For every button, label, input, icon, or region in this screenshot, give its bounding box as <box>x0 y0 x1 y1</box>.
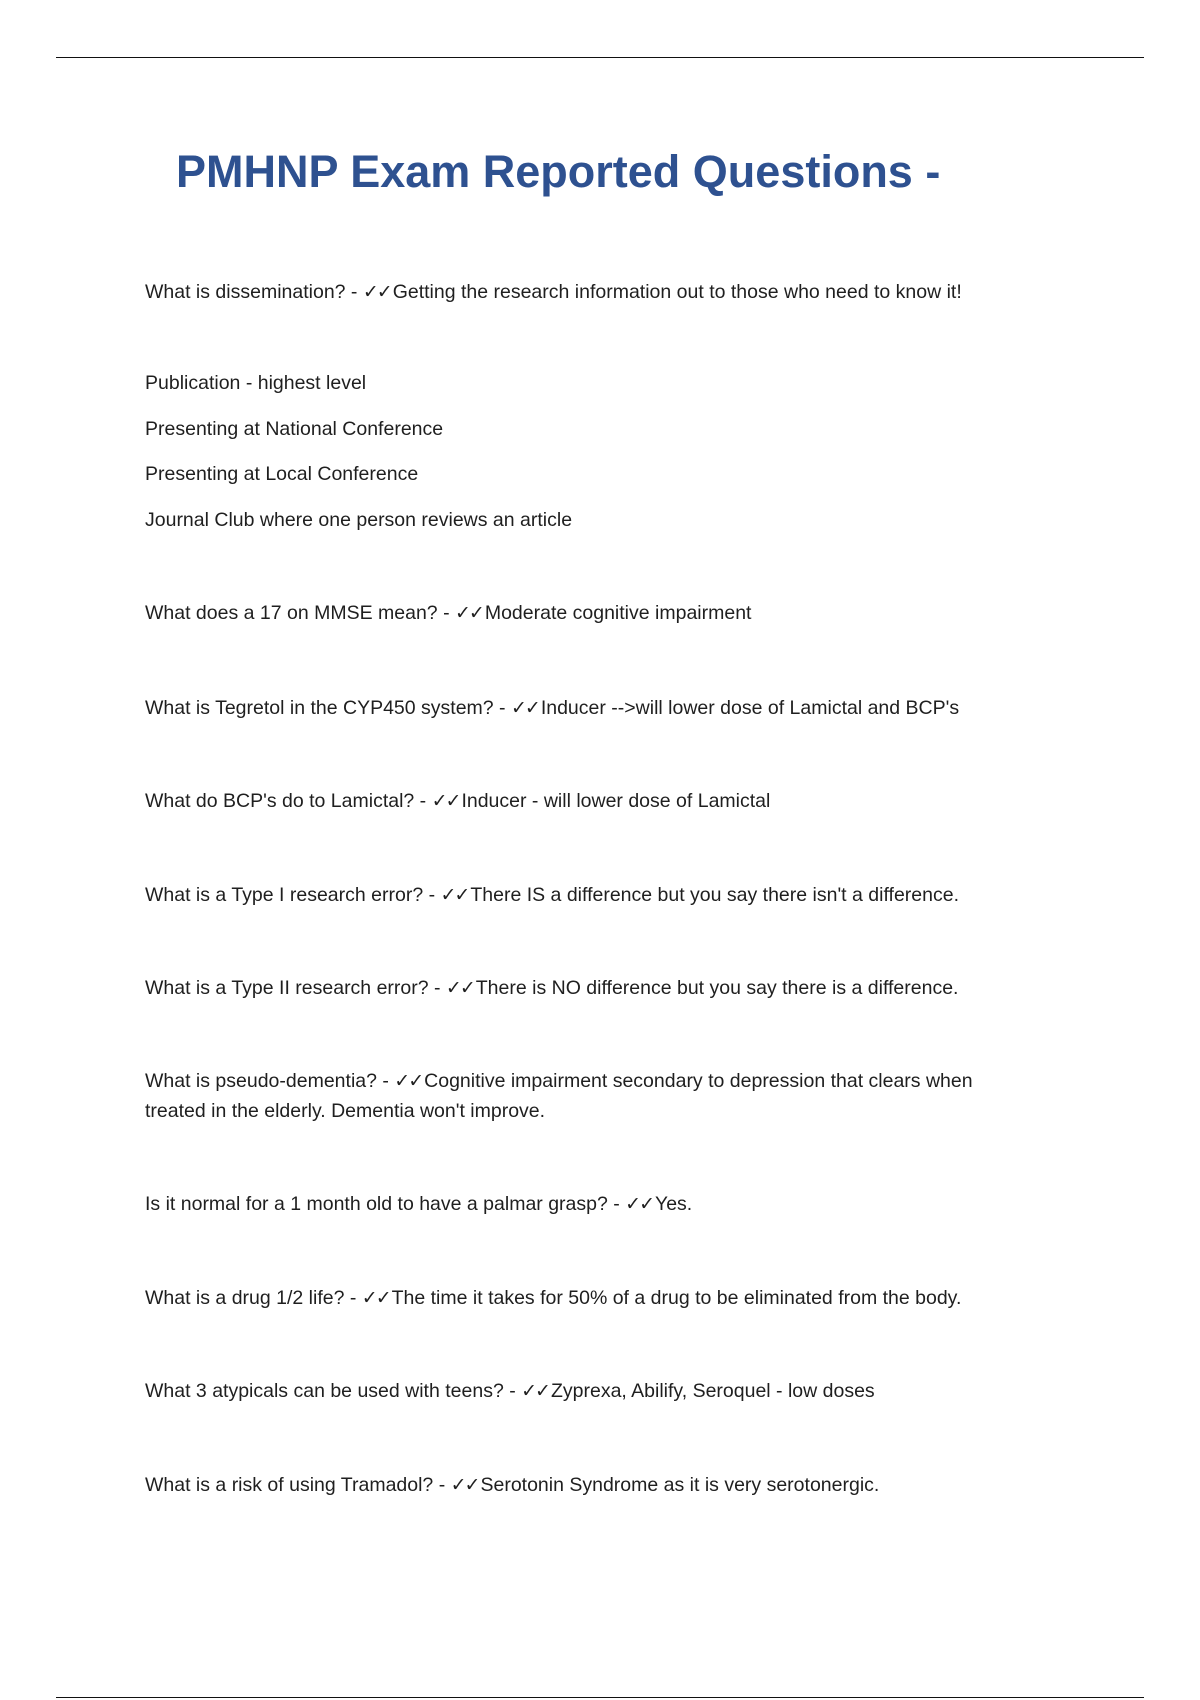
double-check-icon: ✓✓ <box>450 1474 479 1496</box>
question-text: What is a risk of using Tramadol? - <box>145 1474 446 1496</box>
question-text: What is a Type I research error? - <box>145 884 436 906</box>
answer-text: Serotonin Syndrome as it is very serotonergic. <box>480 1474 880 1496</box>
question-text: What is a drug 1/2 life? - <box>145 1287 357 1309</box>
double-check-icon: ✓✓ <box>521 1380 549 1402</box>
double-check-icon: ✓✓ <box>455 602 483 624</box>
answer-text: Inducer - will lower dose of Lamictal <box>461 790 771 812</box>
answer-text: Cognitive impairment secondary to depression that clears when treated in the elderly. Dementia won't improve. <box>145 1070 973 1122</box>
footer-rule <box>56 1697 1144 1698</box>
qa-entry <box>145 693 1045 723</box>
double-check-icon: ✓✓ <box>362 281 391 303</box>
qa-entry <box>145 1189 1045 1219</box>
answer-text: There is NO difference but you say there is a difference. <box>475 977 959 999</box>
answer-text: Moderate cognitive impairment <box>484 602 752 624</box>
double-check-icon: ✓✓ <box>361 1287 390 1309</box>
question-text: What is Tegretol in the CYP450 system? - <box>145 697 506 719</box>
qa-entry <box>145 786 1045 816</box>
qa-entry <box>145 1376 1045 1406</box>
qa-entry <box>145 1283 1045 1313</box>
answer-text: The time it takes for 50% of a drug to be eliminated from the body. <box>391 1287 962 1309</box>
answer-text: Zyprexa, Abilify, Seroquel - low doses <box>550 1380 875 1402</box>
double-check-icon: ✓✓ <box>394 1070 423 1092</box>
answer-text: There IS a difference but you say there isn't a difference. <box>470 884 959 906</box>
qa-entry <box>145 1066 1025 1126</box>
double-check-icon: ✓✓ <box>625 1193 653 1215</box>
list-item: Journal Club where one person reviews an article <box>145 509 573 531</box>
answer-text: Getting the research information out to those who need to know it! <box>392 281 962 303</box>
list-item: Publication - highest level <box>145 372 367 394</box>
qa-entry <box>145 973 1045 1003</box>
question-text: What is a Type II research error? - <box>145 977 441 999</box>
question-text: What is pseudo-dementia? - <box>145 1070 389 1092</box>
double-check-icon: ✓✓ <box>431 790 460 812</box>
double-check-icon: ✓✓ <box>510 697 539 719</box>
qa-entry <box>145 880 1045 910</box>
document-title: PMHNP Exam Reported Questions - <box>176 146 941 197</box>
qa-entry <box>145 598 1045 628</box>
question-text: What is dissemination? - <box>145 281 358 303</box>
double-check-icon: ✓✓ <box>445 977 474 999</box>
qa-entry <box>145 277 1045 307</box>
question-text: Is it normal for a 1 month old to have a palmar grasp? - <box>145 1193 620 1215</box>
answer-text: Yes. <box>655 1193 693 1215</box>
double-check-icon: ✓✓ <box>440 884 469 906</box>
question-text: What 3 atypicals can be used with teens? - <box>145 1380 516 1402</box>
qa-entry <box>145 1470 1045 1500</box>
list-item: Presenting at National Conference <box>145 418 444 440</box>
question-text: What does a 17 on MMSE mean? - <box>145 602 450 624</box>
answer-text: Inducer -->will lower dose of Lamictal and BCP's <box>540 697 960 719</box>
header-rule <box>56 57 1144 58</box>
question-text: What do BCP's do to Lamictal? - <box>145 790 427 812</box>
list-item: Presenting at Local Conference <box>145 463 419 485</box>
